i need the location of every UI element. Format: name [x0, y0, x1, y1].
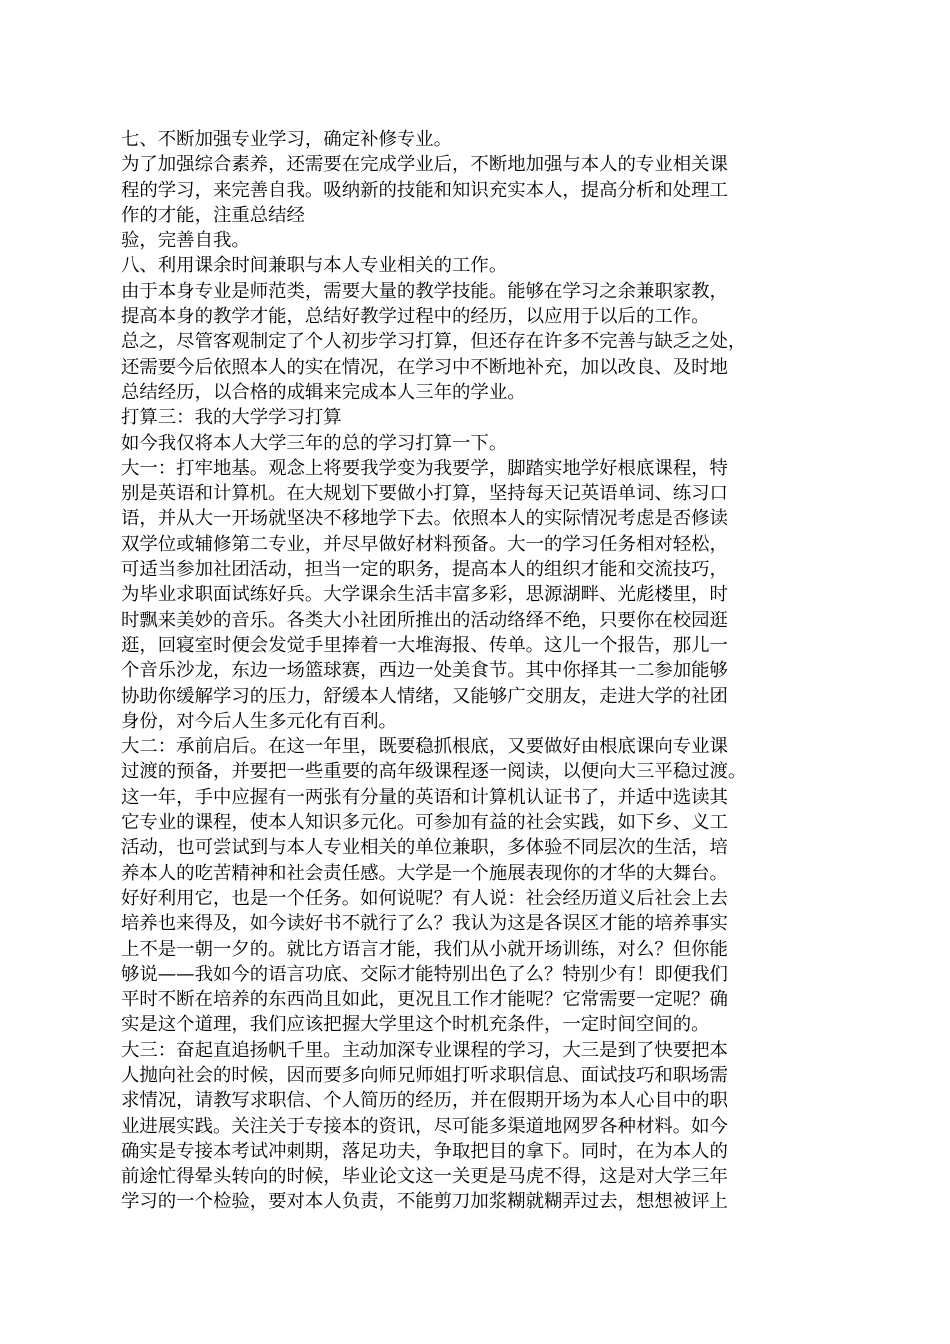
text-line: 个音乐沙龙，东边一场篮球赛，西边一处美食节。其中你择其一二参加能够 — [121, 660, 728, 682]
text-line: 为毕业求职面试练好兵。大学课余生活丰富多彩，思源湖畔、光彪楼里，时 — [121, 584, 728, 606]
text-line: 协助你缓解学习的压力，舒缓本人情绪，又能够广交朋友，走进大学的社团 — [121, 685, 728, 707]
text-line: 前途忙得晕头转向的时候，毕业论文这一关更是马虎不得，这是对大学三年 — [121, 1166, 728, 1188]
text-line: 这一年，手中应握有一两张有分量的英语和计算机认证书了，并适中选读其 — [121, 786, 728, 808]
text-line: 好好利用它，也是一个任务。如何说呢？有人说：社会经历道义后社会上去 — [121, 887, 728, 909]
text-line: 提高本身的教学才能，总结好教学过程中的经历，以应用于以后的工作。 — [121, 306, 710, 328]
text-line: 它专业的课程，使本人知识多元化。可参加有益的社会实践，如下乡、义工 — [121, 812, 728, 834]
text-line: 可适当参加社团活动，担当一定的职务，提高本人的组织才能和交流技巧， — [121, 559, 728, 581]
text-line: 大三：奋起直追扬帆千里。主动加深专业课程的学习，大三是到了快要把本 — [121, 1039, 728, 1061]
text-line: 作的才能，注重总结经 — [121, 204, 305, 226]
text-line: 时飘来美妙的音乐。各类大小社团所推出的活动络绎不绝，只要你在校园逛 — [121, 609, 728, 631]
text-line: 人抛向社会的时候，因而要多向师兄师姐打听求职信息、面试技巧和职场需 — [121, 1064, 728, 1086]
text-line: 够说——我如今的语言功底、交际才能特别出色了么？特别少有！即便我们 — [121, 963, 728, 985]
document-body — [121, 127, 793, 1215]
text-line: 为了加强综合素养，还需要在完成学业后，不断地加强与本人的专业相关课 — [121, 154, 728, 176]
text-line: 平时不断在培养的东西尚且如此，更况且工作才能呢？它常需要一定呢？确 — [121, 989, 728, 1011]
text-line: 过渡的预备，并要把一些重要的高年级课程逐一阅读，以便向大三平稳过渡。 — [121, 761, 747, 783]
text-line: 养本人的吃苦精神和社会责任感。大学是一个施展表现你的才华的大舞台。 — [121, 862, 728, 884]
text-line: 培养也来得及，如今读好书不就行了么？我认为这是各误区才能的培养事实 — [121, 913, 728, 935]
text-line: 学习的一个检验，要对本人负责，不能剪刀加浆糊就糊弄过去，想想被评上 — [121, 1191, 728, 1213]
text-line: 求情况，请教写求职信、个人简历的经历，并在假期开场为本人心目中的职 — [121, 1090, 728, 1112]
text-line: 别是英语和计算机。在大规划下要做小打算，坚持每天记英语单词、练习口 — [121, 483, 728, 505]
text-line: 如今我仅将本人大学三年的总的学习打算一下。 — [121, 432, 508, 454]
text-line: 大二：承前启后。在这一年里，既要稳抓根底，又要做好由根底课向专业课 — [121, 736, 728, 758]
text-line: 确实是专接本考试冲刺期，落足功夫，争取把目的拿下。同时，在为本人的 — [121, 1140, 728, 1162]
text-line: 身份，对今后人生多元化有百利。 — [121, 710, 397, 732]
text-line: 实是这个道理，我们应该把握大学里这个时机充条件，一定时间空间的。 — [121, 1014, 710, 1036]
text-line: 总之，尽管客观制定了个人初步学习打算，但还存在许多不完善与缺乏之处， — [121, 331, 747, 353]
text-line: 验，完善自我。 — [121, 230, 250, 252]
text-line: 还需要今后依照本人的实在情况，在学习中不断地补充，加以改良、及时地 — [121, 356, 728, 378]
text-line: 活动，也可尝试到与本人专业相关的单位兼职，多体验不同层次的生活，培 — [121, 837, 728, 859]
text-line: 逛，回寝室时便会发觉手里捧着一大堆海报、传单。这儿一个报告，那儿一 — [121, 634, 728, 656]
text-line: 七、不断加强专业学习，确定补修专业。 — [121, 129, 453, 150]
text-line: 双学位或辅修第二专业，并尽早做好材料预备。大一的学习任务相对轻松， — [121, 533, 728, 555]
text-line: 业进展实践。关注关于专接本的资讯，尽可能多渠道地网罗各种材料。如今 — [121, 1115, 728, 1137]
text-line: 程的学习，来完善自我。吸纳新的技能和知识充实本人，提高分析和处理工 — [121, 179, 728, 201]
text-line: 语，并从大一开场就坚决不移地学下去。依照本人的实际情况考虑是否修读 — [121, 508, 728, 530]
text-line: 打算三：我的大学学习打算 — [121, 407, 342, 429]
text-line: 八、利用课余时间兼职与本人专业相关的工作。 — [121, 255, 508, 277]
text-line: 由于本身专业是师范类，需要大量的教学技能。能够在学习之余兼职家教， — [121, 280, 728, 302]
text-line: 大一：打牢地基。观念上将要我学变为我要学，脚踏实地学好根底课程，特 — [121, 457, 728, 479]
text-line: 上不是一朝一夕的。就比方语言才能，我们从小就开场训练，对么？但你能 — [121, 938, 728, 960]
text-line: 总结经历，以合格的成辑来完成本人三年的学业。 — [121, 381, 526, 403]
